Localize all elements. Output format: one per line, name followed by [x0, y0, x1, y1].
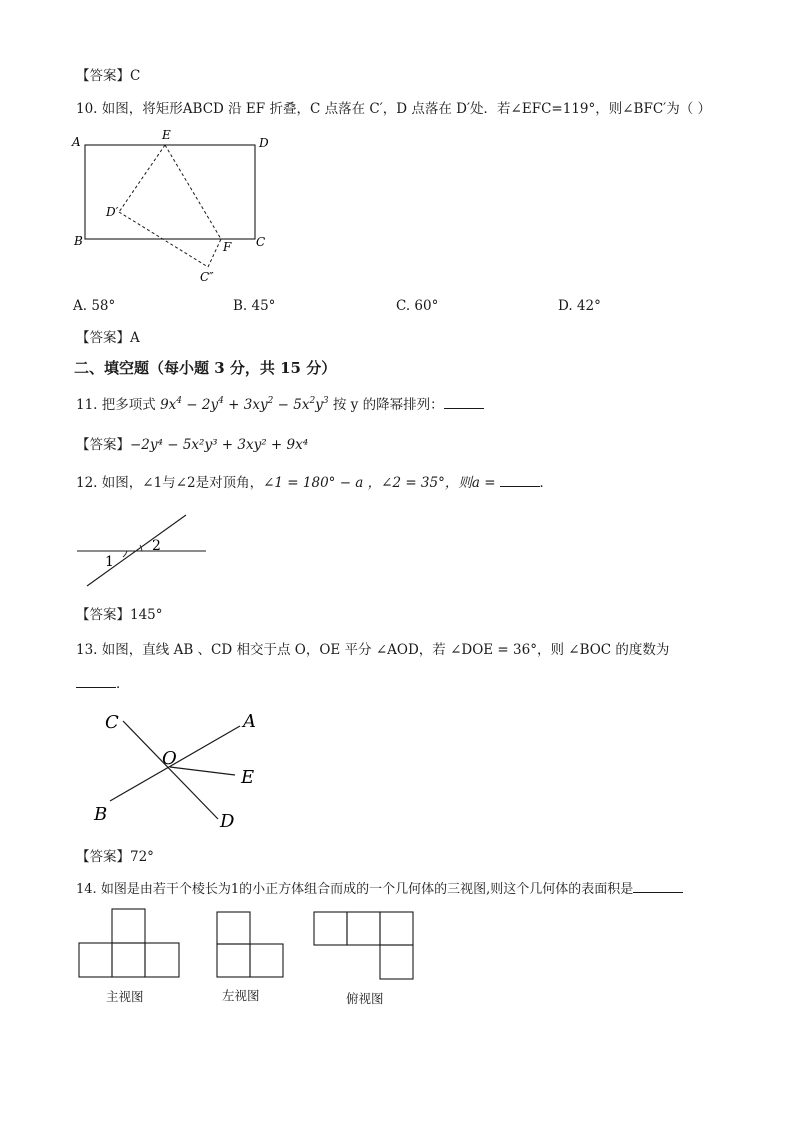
- answer-value: 145°: [130, 607, 163, 623]
- q10-answer: [76, 329, 140, 347]
- q13-blank-line: ．: [76, 675, 130, 693]
- label-angle-1: 1: [105, 554, 114, 570]
- question-number: 11.: [76, 397, 98, 413]
- top-view-grid: [312, 910, 416, 982]
- question-number: 10.: [76, 101, 98, 117]
- question-text: 如图，直线 AB 、CD 相交于点 O，OE 平分 ∠AOD，若 ∠DOE = 36°，则 ∠BOC 的度数为: [101, 642, 670, 658]
- left-view-caption: 左视图: [222, 988, 260, 1003]
- label-o: O: [162, 748, 177, 769]
- top-view-cell: [380, 912, 413, 945]
- q10-choice-a[interactable]: A. 58°: [73, 298, 116, 314]
- label-a: A: [72, 135, 81, 149]
- label-c: C: [256, 235, 266, 249]
- front-view-cell: [79, 943, 112, 977]
- line-cd: [123, 721, 218, 819]
- angle-1-arc: [123, 551, 127, 557]
- label-d: D: [220, 811, 235, 832]
- segment-ed-prime: [119, 145, 165, 212]
- front-view-cell: [112, 943, 145, 977]
- q9-answer: [76, 67, 140, 85]
- q12-vertical-angles-figure: [72, 510, 212, 592]
- label-b: B: [94, 804, 108, 825]
- rectangle-abcd: [85, 145, 255, 239]
- label-c-prime: C″: [200, 270, 214, 284]
- left-view-cell: [217, 912, 250, 944]
- question-number: 13.: [76, 642, 98, 658]
- q10-choice-b[interactable]: B. 45°: [233, 298, 276, 314]
- label-b: B: [74, 234, 83, 248]
- answer-prefix: 【答案】: [76, 437, 130, 453]
- answer-value: C: [130, 68, 141, 84]
- front-view-cell: [145, 943, 179, 977]
- question-text-c: a =: [471, 475, 496, 491]
- label-f: F: [223, 240, 232, 254]
- label-a: A: [243, 711, 256, 732]
- answer-blank[interactable]: [76, 675, 116, 688]
- answer-value: −2y⁴ − 5x²y³ + 3xy² + 9x⁴: [130, 437, 309, 453]
- label-e: E: [241, 767, 255, 788]
- question-text-before: 把多项式: [101, 397, 156, 413]
- question-text-b: ∠1 = 180° − a ，∠2 = 35°，则: [263, 475, 472, 491]
- segment-c-prime-f: [208, 239, 221, 267]
- label-d-prime: D′: [106, 205, 119, 219]
- question-text: 如图是由若干个棱长为1的小正方体组合而成的一个几何体的三视图,则这个几何体的表面积是: [100, 882, 634, 897]
- answer-value: A: [130, 330, 140, 346]
- question-text: 如图，将矩形ABCD 沿 EF 折叠，C 点落在 C′，D 点落在 D′处．若∠EFC=119°，则∠BFC′为（ ）: [101, 101, 712, 117]
- answer-blank[interactable]: [633, 880, 683, 893]
- q12-answer: [76, 606, 163, 624]
- left-view-cell: [250, 944, 283, 977]
- q10-stem: [76, 100, 711, 118]
- q13-stem: [76, 641, 669, 659]
- q10-rectangle-fold-figure: [66, 126, 286, 288]
- top-view-cell: [314, 912, 347, 945]
- answer-prefix: 【答案】: [76, 607, 130, 623]
- q13-answer: [76, 848, 154, 866]
- q11-answer: [76, 436, 308, 454]
- section-title-fill-in: 二、填空题（每小题 3 分，共 15 分）: [74, 359, 337, 377]
- ray-oe: [170, 767, 235, 775]
- q12-stem: 12. 如图，∠1与∠2是对顶角，∠1 = 180° − a ，∠2 = 35°，则a = ．: [76, 475, 554, 491]
- top-view-cell: [380, 945, 413, 979]
- top-view-cell: [347, 912, 380, 945]
- fold-line-ef: [165, 145, 221, 239]
- top-view-caption: 俯视图: [346, 991, 384, 1006]
- answer-prefix: 【答案】: [76, 68, 130, 84]
- answer-blank[interactable]: [500, 474, 540, 487]
- question-text-a: 如图，∠1与∠2是对顶角，: [101, 475, 264, 491]
- answer-prefix: 【答案】: [76, 330, 130, 346]
- q10-choice-d[interactable]: D. 42°: [558, 298, 601, 314]
- question-text-after: 按 y 的降幂排列：: [332, 397, 444, 413]
- label-e: E: [162, 128, 171, 142]
- answer-value: 72°: [130, 849, 154, 865]
- left-view-grid: [216, 910, 286, 980]
- q13-intersecting-lines-figure: [90, 706, 270, 836]
- answer-blank[interactable]: [444, 396, 484, 409]
- label-c: C: [105, 712, 119, 733]
- question-number: 14.: [76, 882, 97, 897]
- front-view-caption: 主视图: [106, 989, 144, 1004]
- label-angle-2: 2: [152, 538, 161, 554]
- answer-prefix: 【答案】: [76, 849, 130, 865]
- q14-stem: [76, 880, 683, 899]
- left-view-cell: [217, 944, 250, 977]
- front-view-grid: [78, 906, 182, 980]
- q11-stem: [76, 396, 484, 414]
- q10-choice-c[interactable]: C. 60°: [396, 298, 439, 314]
- label-d: D: [259, 136, 269, 150]
- question-number: 12.: [76, 475, 98, 491]
- front-view-cell: [112, 909, 145, 943]
- polynomial-expression: $9x^4 - 2y^4 + 3xy^2 - 5x^2y^3$: [160, 396, 329, 413]
